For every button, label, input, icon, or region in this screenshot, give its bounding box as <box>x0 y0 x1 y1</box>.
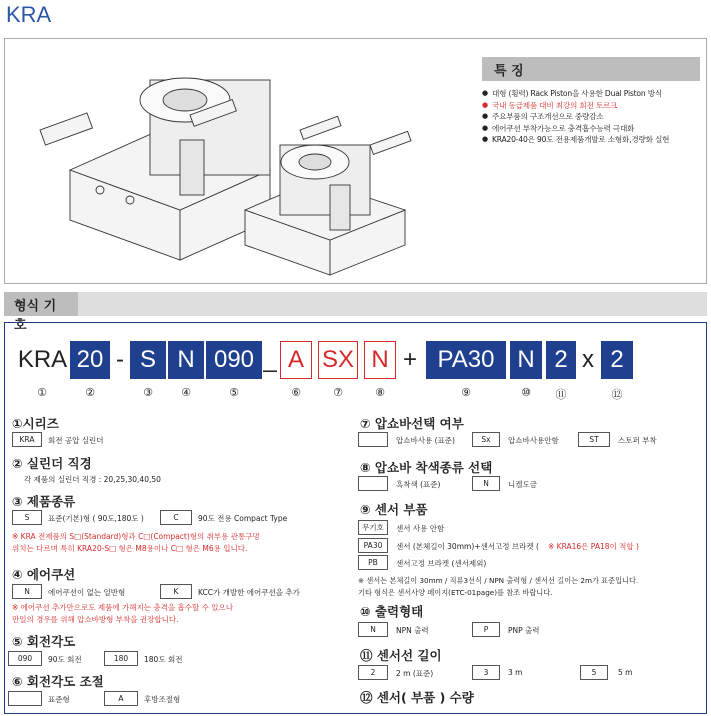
code-series: KRA <box>17 346 68 373</box>
shock-st-desc: 스토퍼 부착 <box>618 436 657 445</box>
feature-item: ● 대형 (횡력) Rack Piston을 사용한 Dual Piston 방식 <box>482 88 706 100</box>
output-heading: ⑩ 출력형태 <box>360 604 424 619</box>
feature-item: ● KRA20-40은 90도 전용제품개발로 소형화,경량화 실현 <box>482 134 706 146</box>
cushion-note: 만일의 경우를 위해 압쇼바방형 부착을 권장합니다. <box>12 615 179 624</box>
code-dash: - <box>116 346 124 373</box>
rotation-heading: ⑤ 회전각도 <box>12 634 76 649</box>
code-number: ⑨ <box>461 386 471 399</box>
code-shock-color: N <box>364 341 396 379</box>
code-number: ⑪ <box>555 388 567 401</box>
code-number: ③ <box>143 386 153 399</box>
code-type: S <box>130 341 166 379</box>
code-number: ④ <box>181 386 191 399</box>
type-s-box: S <box>12 510 42 525</box>
code-sensor: PA30 <box>426 341 506 379</box>
cable-3-box: 3 <box>472 665 500 680</box>
features-list <box>482 88 706 146</box>
rotation-090-desc: 90도 회전 <box>48 655 82 664</box>
code-number: ⑧ <box>375 386 385 399</box>
output-n-box: N <box>358 622 388 637</box>
code-shock: SX <box>318 341 358 379</box>
product-type-heading: ③ 제품종류 <box>12 494 76 509</box>
code-adjust: A <box>280 341 312 379</box>
code-qty: 2 <box>601 341 633 379</box>
code-angle: 090 <box>206 341 262 379</box>
cable-heading: ⑪ 센서선 길이 <box>360 648 442 663</box>
angle-adjust-heading: ⑥ 회전각도 조절 <box>12 674 104 689</box>
shock-st-box: ST <box>578 432 610 447</box>
diameter-desc: 각 제품의 실린더 직경 : 20,25,30,40,50 <box>24 475 161 484</box>
output-n-desc: NPN 출력 <box>396 626 429 635</box>
type-s-desc: 표준(기본)형 ( 90도,180도 ) <box>48 514 144 523</box>
output-p-box: P <box>472 622 500 637</box>
cushion-note: ※ 에어쿠션 추가만으로도 제품에 가해지는 충격을 흡수할 수 있으나 <box>12 603 233 612</box>
cushion-n-box: N <box>12 584 42 599</box>
section-title: 형식 기호 <box>4 292 78 316</box>
code-number: ⑥ <box>291 386 301 399</box>
feature-item: ● 국내 동급제품 대비 최강의 회전 토르크 <box>482 100 706 112</box>
code-number: ① <box>37 386 47 399</box>
shock-select-heading: ⑦ 압쇼바선택 여부 <box>360 416 464 431</box>
code-number: ⑫ <box>611 388 623 401</box>
code-number: ② <box>85 386 95 399</box>
code-cable: 2 <box>546 341 576 379</box>
sensor-parts-heading: ⑨ 센서 부품 <box>360 502 428 517</box>
code-cushion: N <box>168 341 204 379</box>
sensor-note: 기타 형식은 센서사양 페이지(ETC-01page)를 참조 바랍니다. <box>358 588 553 597</box>
product-illustration <box>30 60 450 280</box>
cushion-k-box: K <box>160 584 192 599</box>
sensor-none-box: 무기호 <box>358 520 388 535</box>
sensor-pa30-extra: ※ KRA16은 PA18이 적합 ) <box>548 542 639 551</box>
shock-standard-box <box>358 432 388 447</box>
series-heading: ①시리즈 <box>12 416 59 431</box>
sensor-note: ※ 센서는 본체길이 30mm / 직류3선식 / NPN 출력형 / 센서선 길이는 2m가 표준입니다. <box>358 576 639 585</box>
rotation-180-box: 180 <box>104 651 138 666</box>
type-c-box: C <box>160 510 192 525</box>
output-p-desc: PNP 출력 <box>508 626 540 635</box>
cable-3-desc: 3 m <box>508 668 523 677</box>
sensor-pb-box: PB <box>358 555 388 570</box>
air-cushion-heading: ④ 에어쿠션 <box>12 567 76 582</box>
features-heading: 특 징 <box>482 57 700 81</box>
shock-sx-desc: 압쇼바사용안함 <box>508 436 559 445</box>
cable-2-box: 2 <box>358 665 388 680</box>
adjust-a-box: A <box>104 691 138 706</box>
page-title: KRA <box>6 2 52 27</box>
shock-sx-box: Sx <box>472 432 500 447</box>
cushion-k-desc: KCC가 개발한 에어쿠션을 추가 <box>198 588 300 597</box>
sensor-pa30-box: PA30 <box>358 538 388 553</box>
type-c-desc: 90도 전용 Compact Type <box>198 514 288 523</box>
code-output: N <box>510 341 542 379</box>
adjust-standard-desc: 표준형 <box>48 695 70 704</box>
series-desc: 회전 공압 실린더 <box>48 436 104 445</box>
cushion-n-desc: 에어쿠션이 없는 일반형 <box>48 588 126 597</box>
code-number: ⑤ <box>229 386 239 399</box>
feature-item: ● 에어쿠션 부착가능으로 충격흡수능력 극대화 <box>482 123 706 135</box>
sensor-none-desc: 센서 사용 안함 <box>396 524 445 533</box>
code-underscore: _ <box>263 346 277 373</box>
code-diameter: 20 <box>70 341 110 379</box>
code-plus: + <box>402 346 417 373</box>
mount-black-desc: 흑착색 (표준) <box>396 480 441 489</box>
shock-mount-heading: ⑧ 압쇼바 착색종류 선택 <box>360 460 493 475</box>
feature-item: ● 주요부품의 구조개선으로 중량감소 <box>482 111 706 123</box>
mount-black-box <box>358 476 388 491</box>
adjust-a-desc: 후방조절형 <box>144 695 181 704</box>
diameter-heading: ② 실린더 직경 <box>12 456 92 471</box>
sensor-pa30-desc: 센서 (본체길이 30mm)+센서고정 브라켓 ( <box>396 542 539 551</box>
cable-5-box: 5 <box>580 665 608 680</box>
rotation-090-box: 090 <box>8 651 42 666</box>
type-note: 위치는 다르며 특히 KRA20-S□ 형은 M8용이나 C□ 형은 M6용 입니다. <box>12 544 248 553</box>
code-x: x <box>582 346 594 373</box>
type-note: ※ KRA 전제품의 S□(Standard)형과 C□(Compact)형의 취부용 관통구멍 <box>12 532 260 541</box>
cable-5-desc: 5 m <box>618 668 633 677</box>
cable-2-desc: 2 m (표준) <box>396 669 434 678</box>
sensor-pb-desc: 센서고정 브라켓 (센서제외) <box>396 559 487 568</box>
shock-standard-desc: 압쇼바사용 (표준) <box>396 436 455 445</box>
code-number: ⑦ <box>333 386 343 399</box>
adjust-standard-box <box>8 691 42 706</box>
code-number: ⑩ <box>521 386 531 399</box>
section-header <box>4 292 707 333</box>
mount-n-box: N <box>472 476 500 491</box>
mount-n-desc: 니켈도금 <box>508 480 537 489</box>
series-box: KRA <box>12 432 42 447</box>
rotation-180-desc: 180도 회전 <box>144 655 183 664</box>
sensor-qty-heading: ⑫ 센서( 부품 ) 수량 <box>360 690 474 705</box>
